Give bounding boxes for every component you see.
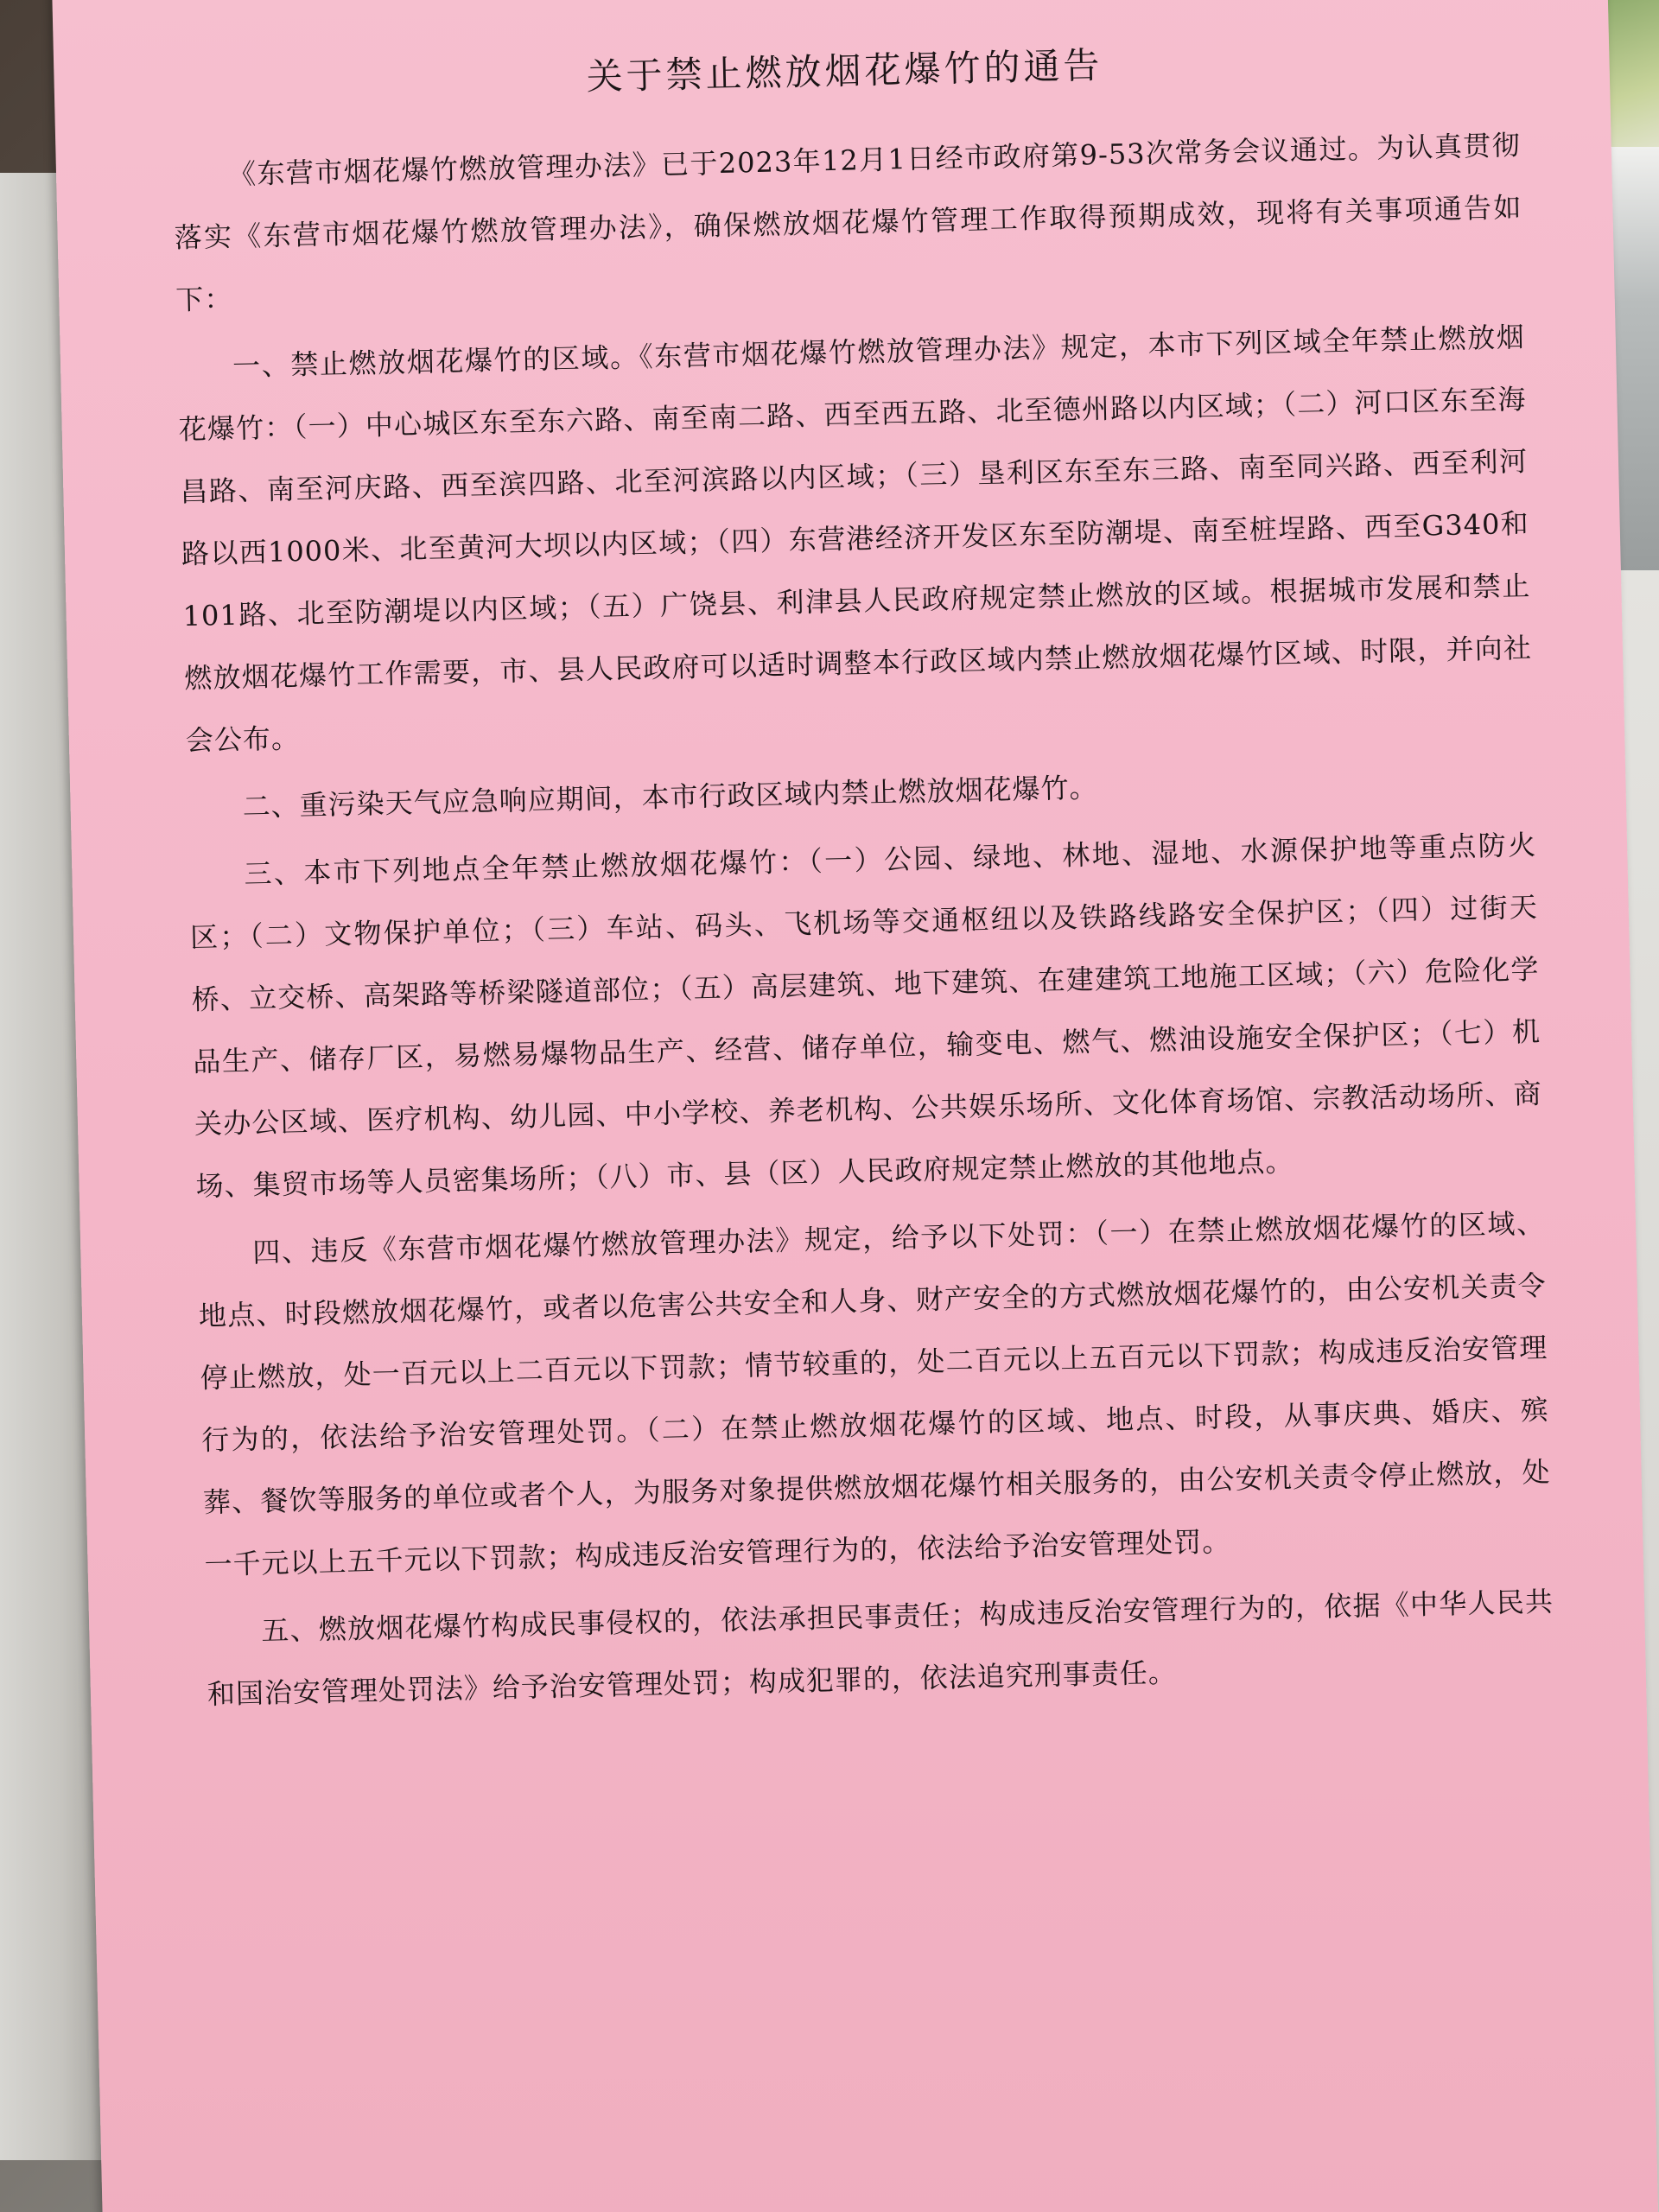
notice-section-2: 二、重污染天气应急响应期间，本市行政区域内禁止燃放烟花爆竹。: [242, 771, 1098, 823]
notice-intro-paragraph: 《东营市烟花爆竹燃放管理办法》已于2023年12月1日经市政府第9-53次常务会议通过。为认真贯彻落实《东营市烟花爆竹燃放管理办法》，确保燃放烟花爆竹管理工作取得预期成效，现将有关事项通告如下：: [174, 128, 1522, 317]
pink-notice-sheet: [52, 0, 1659, 2212]
notice-section-4: 四、违反《东营市烟花爆竹燃放管理办法》规定，给予以下处罚：（一）在禁止燃放烟花爆竹的区域、地点、时段燃放烟花爆竹，或者以危害公共安全和人身、财产安全的方式燃放烟花爆竹的，由公安机关责令停止燃放，处一百元以上二百元以下罚款；情节较重的，处二百元以上五百元以下罚款；构成违反治安管理行为的，依法给予治安管理处罚。（二）在禁止燃放烟花爆竹的区域、地点、时段，从事庆典、婚庆、殡葬、餐饮等服务的单位或者个人，为服务对象提供燃放烟花爆竹相关服务的，由公安机关责令停止燃放，处一千元以上五千元以下罚款；构成违反治安管理行为的，依法给予治安管理处罚。: [198, 1206, 1551, 1581]
notice-section-5: 五、燃放烟花爆竹构成民事侵权的，依法承担民事责任；构成违反治安管理行为的，依据《中华人民共和国治安管理处罚法》给予治安管理处罚；构成犯罪的，依法追究刑事责任。: [207, 1585, 1554, 1711]
notice-section-3: 三、本市下列地点全年禁止燃放烟花爆竹：（一）公园、绿地、林地、湿地、水源保护地等重点防火区；（二）文物保护单位；（三）车站、码头、飞机场等交通枢纽以及铁路线路安全保护区；（四）过街天桥、立交桥、高架路等桥梁隧道部位；（五）高层建筑、地下建筑、在建建筑工地施工区域；（六）危险化学品生产、储存厂区，易燃易爆物品生产、经营、储存单位，输变电、燃气、燃油设施安全保护区；（七）机关办公区域、医疗机构、幼儿园、中小学校、养老机构、公共娱乐场所、文化体育场馆、宗教活动场所、商场、集贸市场等人员密集场所；（八）市、县（区）人民政府规定禁止燃放的其他地点。: [189, 828, 1543, 1203]
notice-document: [170, 28, 1556, 1731]
notice-section-1: 一、禁止燃放烟花爆竹的区域。《东营市烟花爆竹燃放管理办法》规定，本市下列区域全年禁止燃放烟花爆竹：（一）中心城区东至东六路、南至南二路、西至西五路、北至德州路以内区域；（二）河口区东至海昌路、南至河庆路、西至滨四路、北至河滨路以内区域；（三）垦利区东至东三路、南至同兴路、西至利河路以西1000米、北至黄河大坝以内区域；（四）东营港经济开发区东至防潮堤、南至桩埕路、西至G340和101路、北至防潮堤以内区域；（五）广饶县、利津县人民政府规定禁止燃放的区域。根据城市发展和禁止燃放烟花爆竹工作需要，市、县人民政府可以适时调整本行政区域内禁止燃放烟花爆竹区域、时限，并向社会公布。: [178, 320, 1533, 758]
notice-title: 关于禁止燃放烟花爆竹的通告: [586, 43, 1104, 99]
